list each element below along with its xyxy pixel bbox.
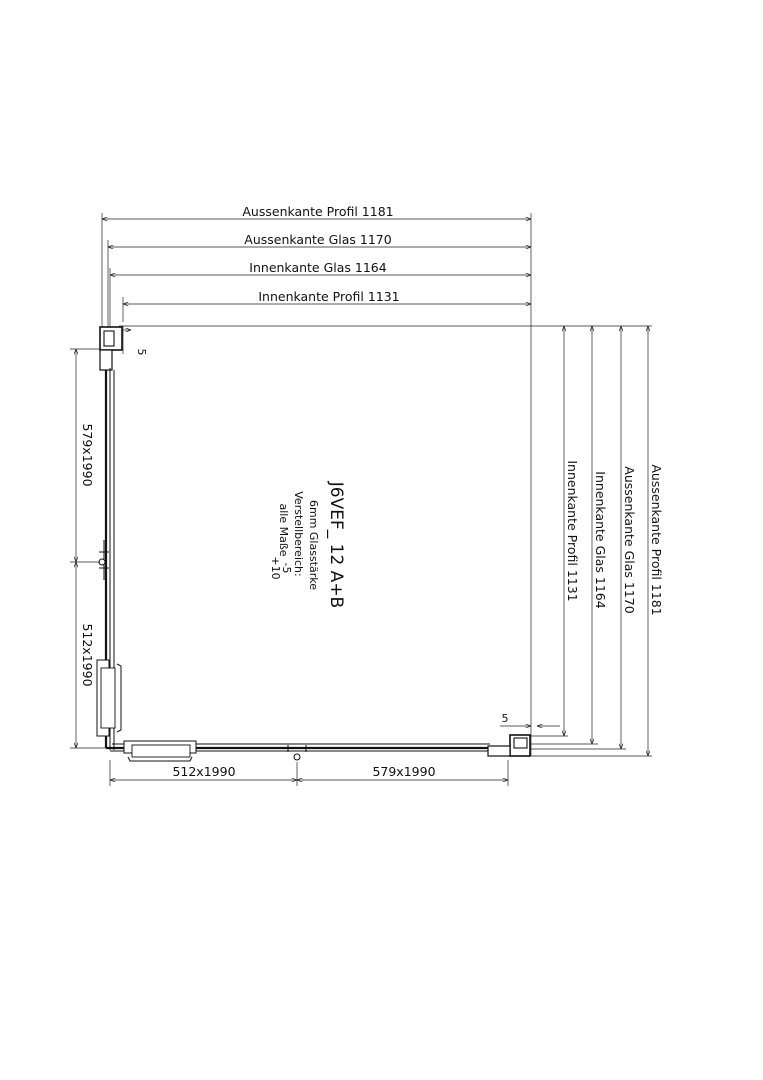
wall-profile-bottom-right — [488, 726, 560, 756]
model-label: J6VEF_ 12 A+B — [326, 481, 346, 609]
dim-top-profile-inner: Innenkante Profil 1131 — [258, 289, 400, 304]
dim-top-profile-outer: Aussenkante Profil 1181 — [242, 204, 394, 219]
dim-top-glass-inner: Innenkante Glas 1164 — [249, 260, 387, 275]
dim-top-glass-outer: Aussenkante Glas 1170 — [244, 232, 392, 247]
left-glass-panels — [97, 368, 121, 750]
dim-right-profile-outer: Aussenkante Profil 1181 — [649, 464, 664, 616]
dim-left-lower: 512x1990 — [80, 623, 95, 687]
tolerance-plus: +10 — [269, 556, 282, 580]
offset-bottom-right: 5 — [501, 712, 509, 725]
dim-bottom-right: 579x1990 — [372, 764, 436, 779]
all-dims-label: alle Maße — [277, 503, 290, 557]
glass-thickness-label: 6mm Glasstärke — [307, 499, 320, 591]
dim-bottom-left: 512x1990 — [172, 764, 236, 779]
offset-top-left: 5 — [135, 348, 148, 356]
dim-right-glass-inner: Innenkante Glas 1164 — [593, 471, 608, 609]
wall-profile-top-left — [100, 326, 131, 370]
dim-right-glass-outer: Aussenkante Glas 1170 — [622, 466, 637, 614]
dim-left-upper: 579x1990 — [80, 423, 95, 487]
dim-right-profile-inner: Innenkante Profil 1131 — [565, 460, 580, 602]
tolerance-minus: -5 — [280, 562, 293, 574]
adjust-range-label: Verstellbereich: — [292, 491, 305, 577]
bottom-glass-panels — [106, 741, 510, 761]
bottom-dimension-lines — [110, 760, 508, 786]
enclosure-outline — [119, 326, 531, 756]
product-label — [269, 481, 346, 608]
